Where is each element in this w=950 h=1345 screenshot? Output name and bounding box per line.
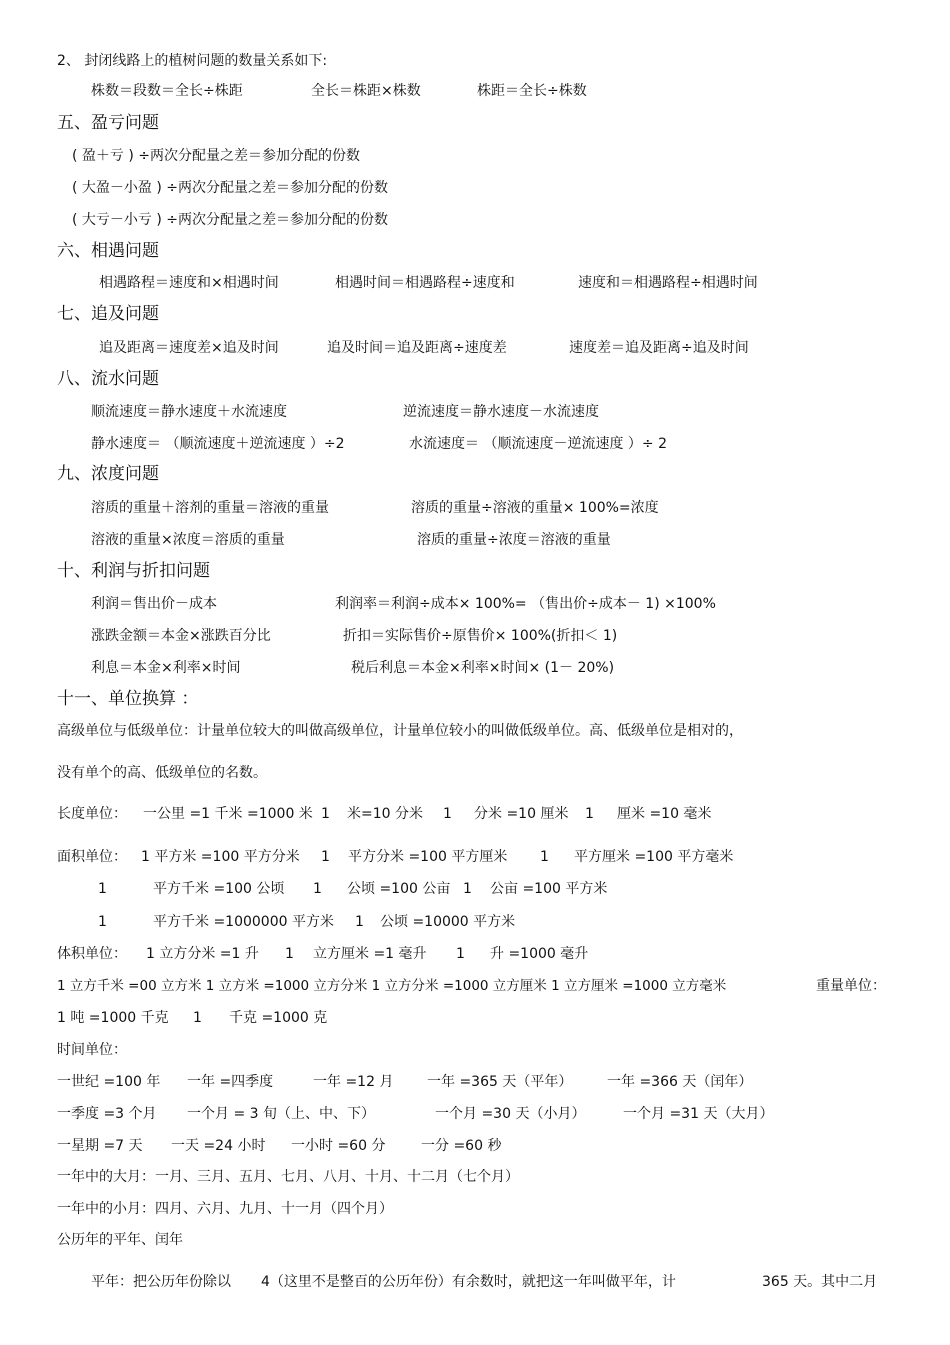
current-speed-formula: 水流速度＝ （顺流速度－逆流速度 ）÷ 2 bbox=[409, 436, 667, 452]
time-week: 一星期 =7 天 bbox=[57, 1138, 143, 1154]
closed-route-heading: 2、 封闭线路上的植树问题的数量关系如下: bbox=[57, 53, 328, 69]
big-months-line: 一年中的大月：一月、三月、五月、七月、八月、十月、十二月（七个月） bbox=[57, 1169, 519, 1185]
area-dm2: 平方分米 =100 平方厘米 bbox=[348, 849, 508, 865]
interest-formula: 利息＝本金×利率×时间 bbox=[91, 660, 241, 676]
time-quarter: 一季度 =3 个月 bbox=[57, 1106, 157, 1122]
time-hour: 一小时 =60 分 bbox=[291, 1138, 386, 1154]
length-dm: 分米 =10 厘米 bbox=[474, 806, 569, 822]
length-num: 1 bbox=[443, 806, 452, 822]
profit-rate-formula: 利润率＝利润÷成本× 100%= （售出价÷成本－ 1) ×100% bbox=[335, 596, 716, 612]
length-num: 1 bbox=[321, 806, 330, 822]
time-leap-year-days: 一年 =366 天（闰年） bbox=[607, 1074, 753, 1090]
common-year-label: 平年：把公历年份除以 bbox=[91, 1274, 231, 1290]
common-year-rule: 4（这里不是整百的公历年份）有余数时，就把这一年叫做平年，计 bbox=[261, 1274, 676, 1290]
solution-from-solute-formula: 溶质的重量÷浓度＝溶液的重量 bbox=[417, 532, 611, 548]
area-km2-hectare: 平方千米 =100 公顷 bbox=[153, 881, 285, 897]
area-cm2: 平方厘米 =100 平方毫米 bbox=[574, 849, 734, 865]
area-num: 1 bbox=[540, 849, 549, 865]
chase-formula-speed: 速度差＝追及距离÷追及时间 bbox=[569, 340, 749, 356]
section-title-concentration: 九、浓度问题 bbox=[57, 464, 159, 484]
profit-formula: 利润＝售出价－成本 bbox=[91, 596, 217, 612]
meeting-formula-time: 相遇时间＝相遇路程÷速度和 bbox=[335, 275, 515, 291]
area-hectare-m2: 公顷 =10000 平方米 bbox=[380, 914, 516, 930]
area-km2-m2: 平方千米 =1000000 平方米 bbox=[153, 914, 334, 930]
chase-formula-time: 追及时间＝追及距离÷速度差 bbox=[327, 340, 507, 356]
time-common-year-days: 一年 =365 天（平年） bbox=[427, 1074, 573, 1090]
surplus-formula-2: ( 大盈－小盈 ) ÷两次分配量之差＝参加分配的份数 bbox=[72, 180, 389, 196]
time-day: 一天 =24 小时 bbox=[171, 1138, 266, 1154]
area-num: 1 bbox=[313, 881, 322, 897]
volume-dm3: 1 立方分米 =1 升 bbox=[146, 946, 259, 962]
time-year-months: 一年 =12 月 bbox=[313, 1074, 394, 1090]
length-num: 1 bbox=[585, 806, 594, 822]
unit-definition-1: 高级单位与低级单位：计量单位较大的叫做高级单位，计量单位较小的叫做低级单位。高、低级单位是相对的， bbox=[57, 723, 743, 739]
area-num: 1 bbox=[98, 914, 107, 930]
volume-liter: 升 =1000 毫升 bbox=[490, 946, 589, 962]
area-units-label: 面积单位： bbox=[57, 849, 127, 865]
section-title-surplus-deficit: 五、盈亏问题 bbox=[57, 113, 159, 133]
area-are-m2: 公亩 =100 平方米 bbox=[490, 881, 608, 897]
time-units-label: 时间单位： bbox=[57, 1042, 127, 1058]
volume-conversions-row: 1 立方千米 =00 立方米 1 立方米 =1000 立方分米 1 立方分米 =1000 立方厘米 1 立方厘米 =1000 立方毫米 bbox=[57, 978, 727, 994]
volume-units-label: 体积单位： bbox=[57, 946, 127, 962]
volume-num: 1 bbox=[285, 946, 294, 962]
meeting-formula-speed: 速度和＝相遇路程÷相遇时间 bbox=[578, 275, 758, 291]
time-minute: 一分 =60 秒 bbox=[421, 1138, 502, 1154]
volume-cm3: 立方厘米 =1 毫升 bbox=[313, 946, 427, 962]
area-num: 1 bbox=[98, 881, 107, 897]
formula-tree-count: 株数＝段数＝全长÷株距 bbox=[91, 83, 243, 99]
area-num: 1 bbox=[463, 881, 472, 897]
weight-ton: 1 吨 =1000 千克 bbox=[57, 1010, 169, 1026]
area-num: 1 bbox=[321, 849, 330, 865]
volume-num: 1 bbox=[456, 946, 465, 962]
time-big-month: 一个月 =31 天（大月） bbox=[623, 1106, 774, 1122]
length-km: 一公里 =1 千米 =1000 米 bbox=[143, 806, 313, 822]
time-small-month: 一个月 =30 天（小月） bbox=[435, 1106, 586, 1122]
section-title-flowing-water: 八、流水问题 bbox=[57, 369, 159, 389]
after-tax-interest-formula: 税后利息＝本金×利率×时间× (1－ 20%) bbox=[351, 660, 615, 676]
solution-weight-formula: 溶质的重量＋溶剂的重量＝溶液的重量 bbox=[91, 500, 329, 516]
formula-total-length: 全长＝株距×株数 bbox=[311, 83, 421, 99]
section-title-unit-conversion: 十一、单位换算 ： bbox=[57, 689, 199, 709]
discount-formula: 折扣＝实际售价÷原售价× 100%(折扣＜ 1) bbox=[343, 628, 618, 644]
chase-formula-distance: 追及距离＝速度差×追及时间 bbox=[99, 340, 279, 356]
common-year-days: 365 天。其中二月 bbox=[762, 1274, 878, 1290]
calendar-year-line: 公历年的平年、闰年 bbox=[57, 1232, 183, 1248]
section-title-profit-discount: 十、利润与折扣问题 bbox=[57, 561, 210, 581]
area-num: 1 bbox=[355, 914, 364, 930]
area-m2: 1 平方米 =100 平方分米 bbox=[141, 849, 300, 865]
concentration-formula: 溶质的重量÷溶液的重量× 100%=浓度 bbox=[411, 500, 659, 516]
solute-weight-formula: 溶液的重量×浓度＝溶质的重量 bbox=[91, 532, 285, 548]
time-year-quarters: 一年 =四季度 bbox=[187, 1074, 274, 1090]
length-cm: 厘米 =10 毫米 bbox=[617, 806, 712, 822]
section-title-chase: 七、追及问题 bbox=[57, 304, 159, 324]
surplus-formula-3: ( 大亏－小亏 ) ÷两次分配量之差＝参加分配的份数 bbox=[72, 212, 389, 228]
unit-definition-2: 没有单个的高、低级单位的名数。 bbox=[57, 765, 267, 781]
time-month-xun: 一个月 = 3 旬（上、中、下） bbox=[187, 1106, 375, 1122]
still-water-formula: 静水速度＝ （顺流速度＋逆流速度 ）÷2 bbox=[91, 436, 345, 452]
small-months-line: 一年中的小月：四月、六月、九月、十一月（四个月） bbox=[57, 1201, 393, 1217]
length-units-label: 长度单位： bbox=[57, 806, 127, 822]
formula-tree-spacing: 株距＝全长÷株数 bbox=[477, 83, 587, 99]
section-title-meeting: 六、相遇问题 bbox=[57, 241, 159, 261]
area-hectare-are: 公顷 =100 公亩 bbox=[347, 881, 451, 897]
downstream-formula: 顺流速度＝静水速度＋水流速度 bbox=[91, 404, 287, 420]
surplus-formula-1: ( 盈＋亏 ) ÷两次分配量之差＝参加分配的份数 bbox=[72, 148, 361, 164]
weight-kg: 千克 =1000 克 bbox=[229, 1010, 328, 1026]
change-amount-formula: 涨跌金额＝本金×涨跌百分比 bbox=[91, 628, 271, 644]
weight-units-label: 重量单位： bbox=[816, 978, 886, 994]
time-century: 一世纪 =100 年 bbox=[57, 1074, 161, 1090]
upstream-formula: 逆流速度＝静水速度－水流速度 bbox=[403, 404, 599, 420]
weight-num: 1 bbox=[193, 1010, 202, 1026]
meeting-formula-distance: 相遇路程＝速度和×相遇时间 bbox=[99, 275, 279, 291]
length-m: 米=10 分米 bbox=[347, 806, 423, 822]
